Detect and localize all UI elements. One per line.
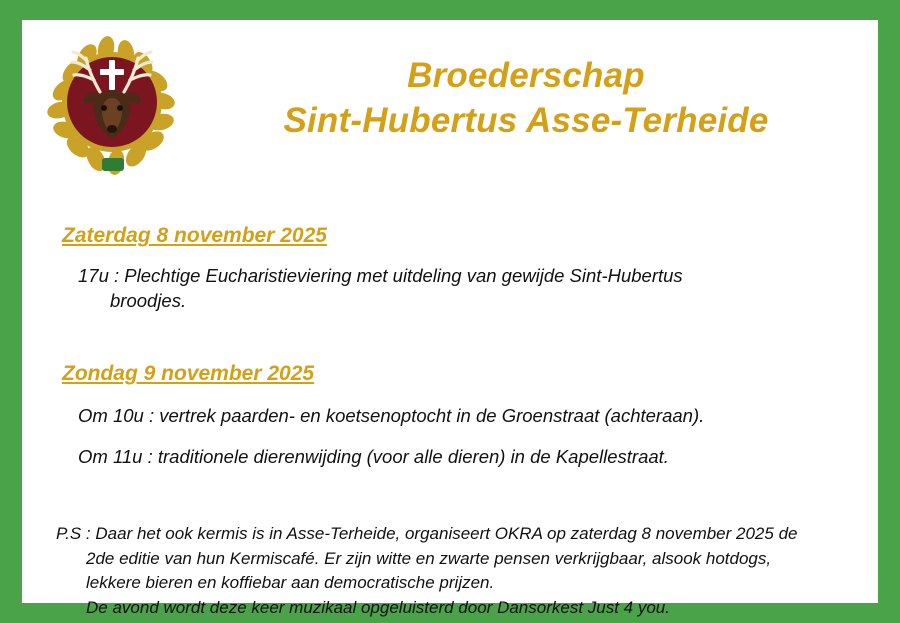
sunday-entry-1: Om 10u : vertrek paarden- en koetsenoptocht in de Groenstraat (achteraan). bbox=[78, 404, 705, 426]
postscript-line-4: De avond wordt deze keer muzikaal opgeluisterd door Dansorkest Just 4 you. bbox=[86, 597, 670, 617]
poster-header bbox=[22, 20, 878, 182]
saturday-entry-1 bbox=[78, 264, 838, 314]
sunday-date-heading: Zondag 9 november 2025 bbox=[62, 361, 315, 385]
saturday-date-heading: Zaterdag 8 november 2025 bbox=[62, 224, 327, 247]
saint-hubertus-stag-emblem bbox=[44, 28, 180, 176]
poster-content bbox=[22, 224, 878, 620]
postscript bbox=[56, 522, 850, 621]
poster bbox=[22, 20, 878, 617]
postscript-line-1: P.S : Daar het ook kermis is in Asse-Terheide, organiseert OKRA op zaterdag 8 november 2025 de bbox=[56, 523, 798, 543]
title-line-1: Broederschap bbox=[407, 56, 645, 95]
saturday-entry-1-continuation: broodjes. bbox=[110, 289, 187, 311]
postscript-line-3: lekkere bieren en koffiebar aan democratische prijzen. bbox=[86, 573, 495, 593]
sunday-entry-2: Om 11u : traditionele dierenwijding (voor alle dieren) in de Kapellestraat. bbox=[78, 445, 669, 467]
page-title bbox=[192, 54, 860, 144]
saturday-entry-1-text: 17u : Plechtige Eucharistieviering met uitdeling van gewijde Sint-Hubertus bbox=[78, 265, 683, 286]
title-line-2: Sint-Hubertus Asse-Terheide bbox=[283, 100, 769, 140]
postscript-line-2: 2de editie van hun Kermiscafé. Er zijn witte en zwarte pensen verkrijgbaar, alsook hotdogs, bbox=[86, 548, 772, 568]
